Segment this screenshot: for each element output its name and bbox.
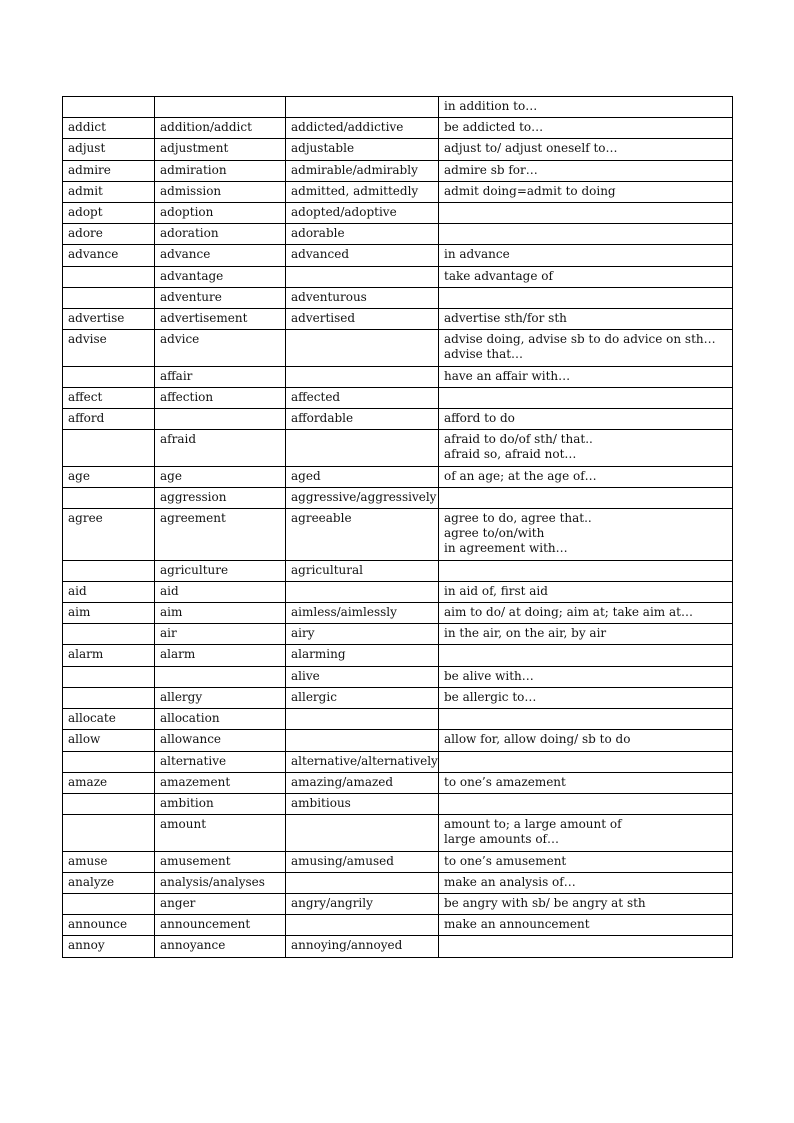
phrase-cell: in advance: [439, 245, 733, 266]
adjective-cell: adjustable: [286, 139, 439, 160]
phrase-cell: afford to do: [439, 409, 733, 430]
phrase-cell: advertise sth/for sth: [439, 309, 733, 330]
table-row: [63, 430, 733, 466]
verb-cell: alarm: [63, 645, 155, 666]
phrase-cell: [439, 709, 733, 730]
adjective-cell: affordable: [286, 409, 439, 430]
adjective-cell: angry/angrily: [286, 893, 439, 914]
table-row: [63, 245, 733, 266]
adjective-cell: [286, 330, 439, 366]
adjective-cell: agreeable: [286, 509, 439, 561]
noun-cell: alternative: [155, 751, 286, 772]
table-row: [63, 936, 733, 957]
phrase-cell: in aid of, first aid: [439, 581, 733, 602]
verb-cell: addict: [63, 118, 155, 139]
adjective-cell: alarming: [286, 645, 439, 666]
phrase-cell: admire sb for…: [439, 160, 733, 181]
table-row: [63, 330, 733, 366]
verb-cell: [63, 430, 155, 466]
adjective-cell: adorable: [286, 224, 439, 245]
table-row: [63, 224, 733, 245]
table-row: [63, 645, 733, 666]
phrase-cell: [439, 793, 733, 814]
vocabulary-table: [62, 96, 733, 958]
phrase-cell: be allergic to…: [439, 687, 733, 708]
verb-cell: [63, 751, 155, 772]
table-row: [63, 97, 733, 118]
noun-cell: allocation: [155, 709, 286, 730]
verb-cell: [63, 687, 155, 708]
table-row: [63, 772, 733, 793]
verb-cell: [63, 560, 155, 581]
verb-cell: [63, 97, 155, 118]
adjective-cell: [286, 915, 439, 936]
phrase-cell: [439, 487, 733, 508]
phrase-cell: be addicted to…: [439, 118, 733, 139]
phrase-cell: [439, 287, 733, 308]
noun-cell: amusement: [155, 851, 286, 872]
verb-cell: [63, 487, 155, 508]
adjective-cell: affected: [286, 387, 439, 408]
adjective-cell: [286, 581, 439, 602]
table-row: [63, 309, 733, 330]
verb-cell: afford: [63, 409, 155, 430]
noun-cell: announcement: [155, 915, 286, 936]
noun-cell: admission: [155, 181, 286, 202]
noun-cell: affair: [155, 366, 286, 387]
noun-cell: advice: [155, 330, 286, 366]
phrase-cell: be alive with…: [439, 666, 733, 687]
noun-cell: aggression: [155, 487, 286, 508]
noun-cell: advertisement: [155, 309, 286, 330]
noun-cell: advantage: [155, 266, 286, 287]
adjective-cell: ambitious: [286, 793, 439, 814]
verb-cell: [63, 793, 155, 814]
table-row: [63, 687, 733, 708]
table-row: [63, 487, 733, 508]
verb-cell: admire: [63, 160, 155, 181]
verb-cell: advance: [63, 245, 155, 266]
verb-cell: [63, 815, 155, 851]
adjective-cell: [286, 97, 439, 118]
noun-cell: allowance: [155, 730, 286, 751]
verb-cell: [63, 666, 155, 687]
noun-cell: aim: [155, 603, 286, 624]
noun-cell: adventure: [155, 287, 286, 308]
noun-cell: amount: [155, 815, 286, 851]
phrase-cell: [439, 203, 733, 224]
adjective-cell: amusing/amused: [286, 851, 439, 872]
verb-cell: [63, 287, 155, 308]
phrase-cell: have an affair with…: [439, 366, 733, 387]
verb-cell: allocate: [63, 709, 155, 730]
table-row: [63, 387, 733, 408]
adjective-cell: advertised: [286, 309, 439, 330]
noun-cell: adjustment: [155, 139, 286, 160]
table-row: [63, 466, 733, 487]
adjective-cell: annoying/annoyed: [286, 936, 439, 957]
phrase-cell: make an announcement: [439, 915, 733, 936]
table-row: [63, 603, 733, 624]
verb-cell: annoy: [63, 936, 155, 957]
adjective-cell: adopted/adoptive: [286, 203, 439, 224]
phrase-cell: adjust to/ adjust oneself to…: [439, 139, 733, 160]
adjective-cell: agricultural: [286, 560, 439, 581]
table-row: [63, 203, 733, 224]
adjective-cell: airy: [286, 624, 439, 645]
table-row: [63, 160, 733, 181]
noun-cell: advance: [155, 245, 286, 266]
vocabulary-page: [62, 96, 732, 958]
phrase-cell: of an age; at the age of…: [439, 466, 733, 487]
noun-cell: annoyance: [155, 936, 286, 957]
noun-cell: air: [155, 624, 286, 645]
table-row: [63, 915, 733, 936]
table-row: [63, 793, 733, 814]
verb-cell: adjust: [63, 139, 155, 160]
verb-cell: amaze: [63, 772, 155, 793]
phrase-cell: allow for, allow doing/ sb to do: [439, 730, 733, 751]
phrase-cell: afraid to do/of sth/ that.. afraid so, afraid not…: [439, 430, 733, 466]
verb-cell: [63, 366, 155, 387]
verb-cell: affect: [63, 387, 155, 408]
adjective-cell: [286, 872, 439, 893]
noun-cell: adoration: [155, 224, 286, 245]
table-row: [63, 666, 733, 687]
adjective-cell: addicted/addictive: [286, 118, 439, 139]
noun-cell: aid: [155, 581, 286, 602]
noun-cell: adoption: [155, 203, 286, 224]
table-row: [63, 560, 733, 581]
verb-cell: aim: [63, 603, 155, 624]
table-row: [63, 730, 733, 751]
adjective-cell: [286, 366, 439, 387]
verb-cell: [63, 624, 155, 645]
noun-cell: allergy: [155, 687, 286, 708]
noun-cell: addition/addict: [155, 118, 286, 139]
verb-cell: amuse: [63, 851, 155, 872]
table-row: [63, 581, 733, 602]
table-row: [63, 509, 733, 561]
table-row: [63, 118, 733, 139]
table-row: [63, 266, 733, 287]
adjective-cell: advanced: [286, 245, 439, 266]
adjective-cell: [286, 430, 439, 466]
verb-cell: analyze: [63, 872, 155, 893]
table-row: [63, 624, 733, 645]
noun-cell: admiration: [155, 160, 286, 181]
noun-cell: [155, 409, 286, 430]
phrase-cell: advise doing, advise sb to do advice on sth… advise that…: [439, 330, 733, 366]
adjective-cell: aged: [286, 466, 439, 487]
phrase-cell: amount to; a large amount of large amounts of…: [439, 815, 733, 851]
table-row: [63, 366, 733, 387]
table-row: [63, 815, 733, 851]
noun-cell: anger: [155, 893, 286, 914]
adjective-cell: aimless/aimlessly: [286, 603, 439, 624]
table-row: [63, 409, 733, 430]
noun-cell: analysis/analyses: [155, 872, 286, 893]
adjective-cell: adventurous: [286, 287, 439, 308]
noun-cell: [155, 97, 286, 118]
noun-cell: amazement: [155, 772, 286, 793]
phrase-cell: [439, 645, 733, 666]
adjective-cell: amazing/amazed: [286, 772, 439, 793]
table-row: [63, 709, 733, 730]
vocabulary-table-body: [63, 97, 733, 958]
phrase-cell: [439, 224, 733, 245]
adjective-cell: alternative/alternatively: [286, 751, 439, 772]
phrase-cell: to one’s amazement: [439, 772, 733, 793]
phrase-cell: aim to do/ at doing; aim at; take aim at…: [439, 603, 733, 624]
verb-cell: agree: [63, 509, 155, 561]
phrase-cell: make an analysis of…: [439, 872, 733, 893]
table-row: [63, 139, 733, 160]
noun-cell: age: [155, 466, 286, 487]
verb-cell: age: [63, 466, 155, 487]
adjective-cell: [286, 709, 439, 730]
verb-cell: advertise: [63, 309, 155, 330]
verb-cell: advise: [63, 330, 155, 366]
phrase-cell: be angry with sb/ be angry at sth: [439, 893, 733, 914]
verb-cell: [63, 893, 155, 914]
table-row: [63, 851, 733, 872]
phrase-cell: admit doing=admit to doing: [439, 181, 733, 202]
noun-cell: ambition: [155, 793, 286, 814]
adjective-cell: [286, 815, 439, 851]
noun-cell: agriculture: [155, 560, 286, 581]
adjective-cell: aggressive/aggressively: [286, 487, 439, 508]
table-row: [63, 872, 733, 893]
verb-cell: [63, 266, 155, 287]
verb-cell: aid: [63, 581, 155, 602]
adjective-cell: admirable/admirably: [286, 160, 439, 181]
table-row: [63, 181, 733, 202]
phrase-cell: take advantage of: [439, 266, 733, 287]
phrase-cell: [439, 387, 733, 408]
adjective-cell: [286, 730, 439, 751]
phrase-cell: in addition to…: [439, 97, 733, 118]
verb-cell: adore: [63, 224, 155, 245]
phrase-cell: [439, 751, 733, 772]
verb-cell: admit: [63, 181, 155, 202]
table-row: [63, 751, 733, 772]
table-row: [63, 893, 733, 914]
table-row: [63, 287, 733, 308]
phrase-cell: agree to do, agree that.. agree to/on/with in agreement with…: [439, 509, 733, 561]
adjective-cell: allergic: [286, 687, 439, 708]
phrase-cell: [439, 560, 733, 581]
verb-cell: adopt: [63, 203, 155, 224]
adjective-cell: alive: [286, 666, 439, 687]
noun-cell: alarm: [155, 645, 286, 666]
noun-cell: afraid: [155, 430, 286, 466]
adjective-cell: admitted, admittedly: [286, 181, 439, 202]
phrase-cell: [439, 936, 733, 957]
phrase-cell: in the air, on the air, by air: [439, 624, 733, 645]
adjective-cell: [286, 266, 439, 287]
verb-cell: announce: [63, 915, 155, 936]
noun-cell: [155, 666, 286, 687]
noun-cell: agreement: [155, 509, 286, 561]
phrase-cell: to one’s amusement: [439, 851, 733, 872]
noun-cell: affection: [155, 387, 286, 408]
verb-cell: allow: [63, 730, 155, 751]
